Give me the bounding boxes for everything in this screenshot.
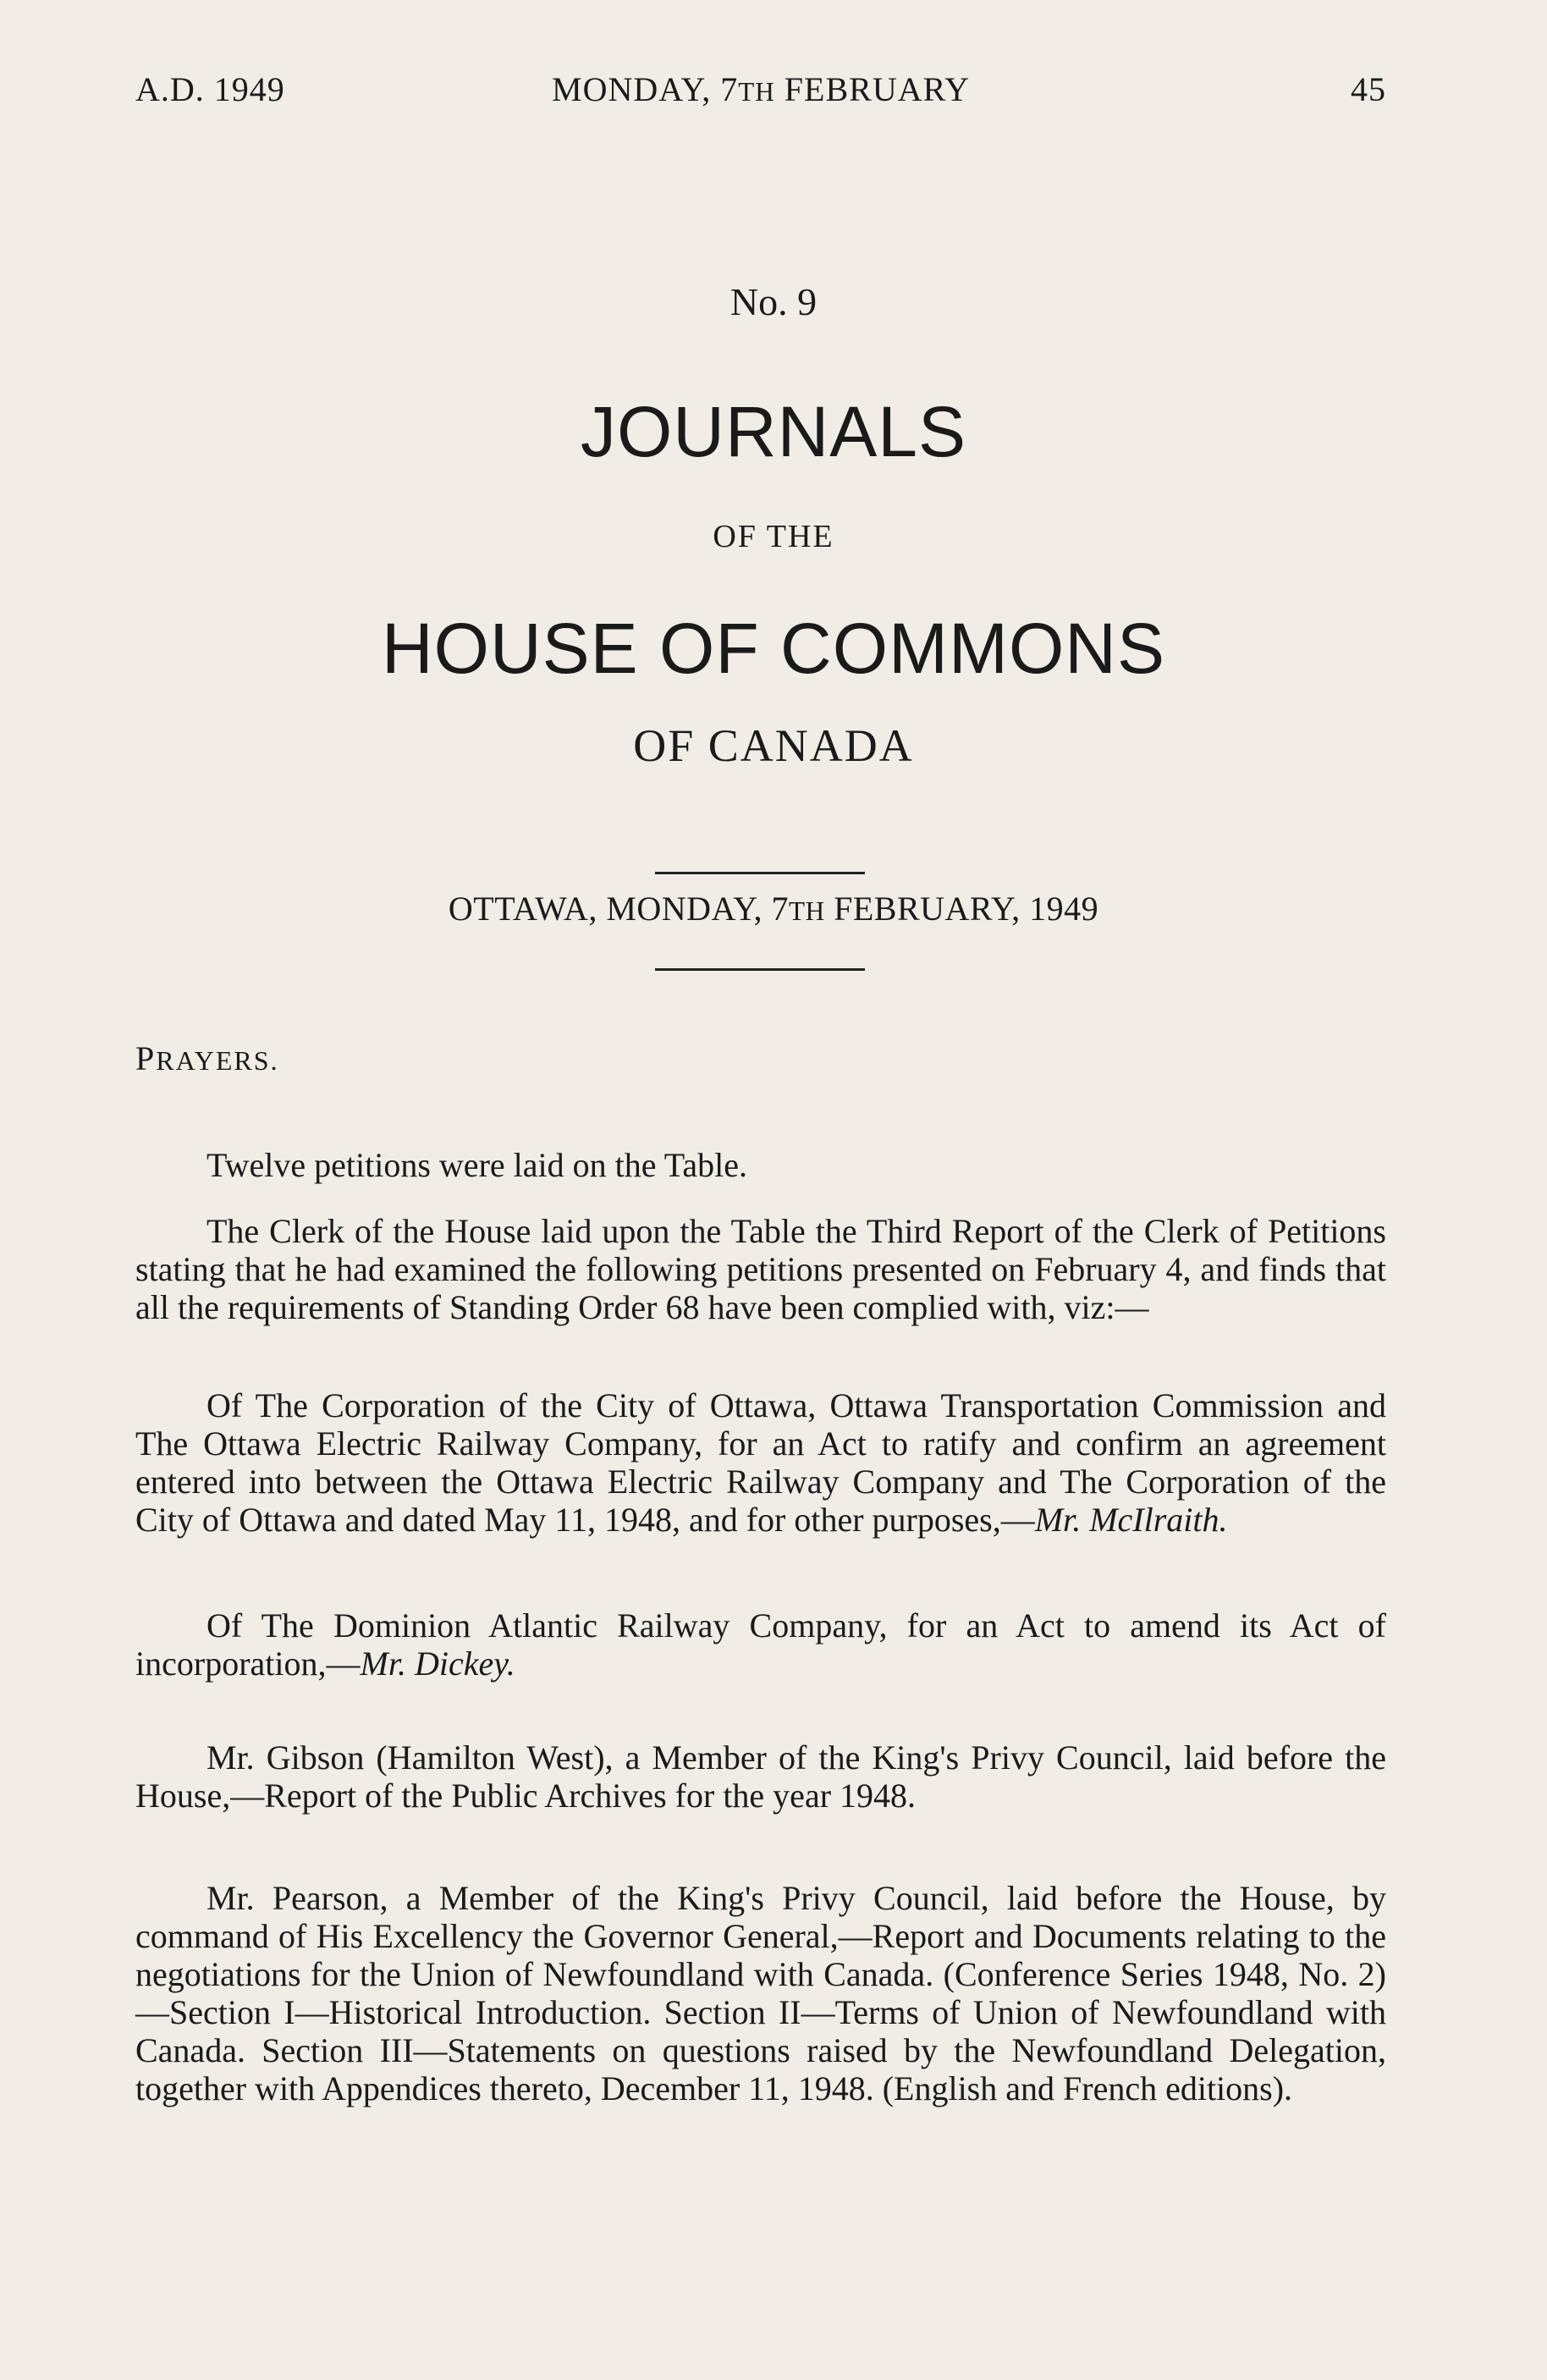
- title-house-of-commons: HOUSE OF COMMONS: [381, 609, 1165, 688]
- issue-number: No. 9: [729, 280, 818, 323]
- paragraph-dominion-petition: [135, 1606, 1386, 1683]
- dateline-month-year: FEBRUARY, 1949: [824, 890, 1099, 928]
- paragraph-text: [135, 1606, 1386, 1683]
- dateline-suffix: TH: [789, 896, 825, 926]
- dateline: [0, 889, 1547, 928]
- dateline-day: OTTAWA, MONDAY, 7: [448, 890, 790, 928]
- running-head-year: A.D. 1949: [135, 70, 285, 108]
- petition-member: Mr. McIlraith.: [1034, 1501, 1228, 1539]
- prayers-rest: RAYERS.: [156, 1045, 279, 1076]
- divider-rule-bottom: [655, 968, 865, 971]
- paragraph-ottawa-petition: [135, 1386, 1386, 1539]
- paragraph-gibson: [135, 1738, 1386, 1815]
- title-journals: JOURNALS: [580, 392, 967, 471]
- petition-text: Of The Corporation of the City of Ottawa, Ottawa Transportation Commission and The Ottawa Electric Railway Company, for an Act to ratify and confirm an agreement entered into between the Ottawa Electric Railway Company and The Corporation of the City of Ottawa and dated May 11, 1948, and for other purposes,—: [135, 1386, 1386, 1539]
- running-head-date-day: MONDAY, 7: [552, 70, 739, 108]
- paragraph-pearson: [135, 1879, 1386, 2107]
- petition-member: Mr. Dickey.: [360, 1645, 515, 1683]
- prayers-initial: P: [135, 1039, 157, 1077]
- paragraph-petitions-laid: [135, 1146, 1386, 1184]
- page-number: 45: [1351, 70, 1386, 108]
- running-head-date-suffix: TH: [738, 77, 775, 107]
- running-head-date-month: FEBRUARY: [774, 70, 970, 108]
- paragraph-text: Mr. Gibson (Hamilton West), a Member of the King's Privy Council, laid before the House,—Report of the Public Archives for the year 1948.: [135, 1738, 1386, 1815]
- title-of-the: OF THE: [713, 519, 834, 554]
- paragraph-text: Twelve petitions were laid on the Table.: [206, 1146, 748, 1184]
- title-of-canada: OF CANADA: [633, 720, 914, 771]
- petition-text: Of The Dominion Atlantic Railway Company, for an Act to amend its Act of incorporation,—: [135, 1606, 1386, 1683]
- running-head-date: [135, 69, 1386, 109]
- paragraph-text: The Clerk of the House laid upon the Table the Third Report of the Clerk of Petitions stating that he had examined the following petitions presented on February 4, and finds that all the requirements of Standing Order 68 have been complied with, viz:—: [135, 1212, 1386, 1326]
- divider-rule-top: [655, 872, 865, 874]
- paragraph-text: Mr. Pearson, a Member of the King's Privy Council, laid before the House, by command of His Excellency the Governor General,—Report and Documents relating to the negotiations for the Union of Newfoundland with Canada. (Conference Series 1948, No. 2)—Section I—Historical Introduction. Section II—Terms of Union of Newfoundland with Canada. Section III—Statements on questions raised by the Newfoundland Delegation, together with Appendices thereto, December 11, 1948. (English and French editions).: [135, 1879, 1386, 2107]
- prayers-heading: [135, 1039, 1386, 1080]
- paragraph-text: [135, 1386, 1386, 1539]
- paragraph-clerk-report: [135, 1212, 1386, 1326]
